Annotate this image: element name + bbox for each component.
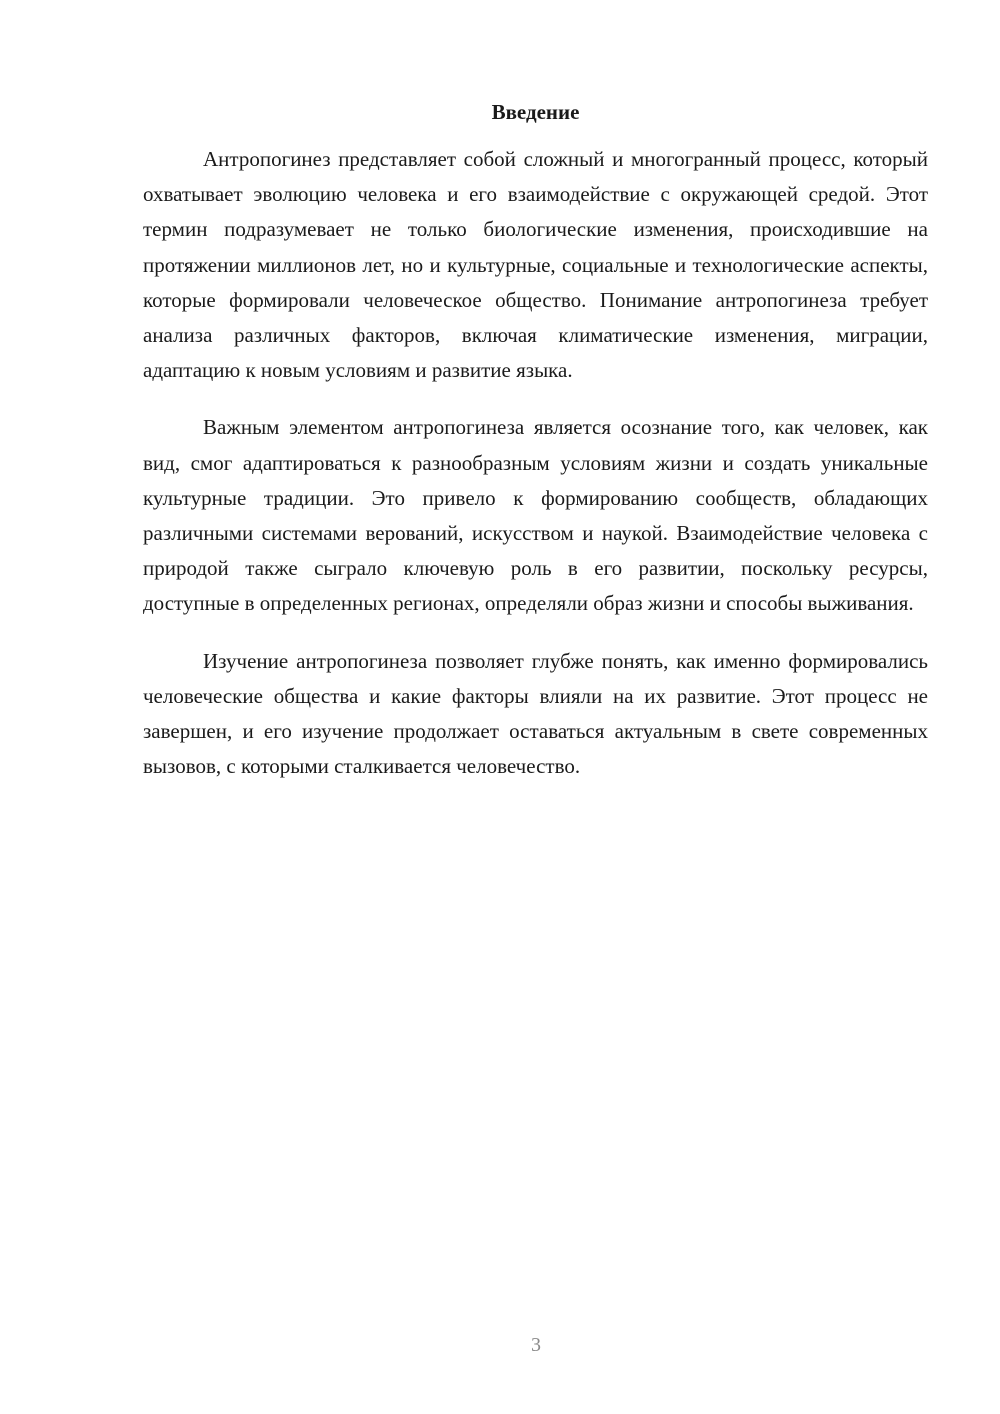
section-title: Введение [491, 100, 580, 124]
page-number: 3 [531, 1334, 541, 1356]
paragraph-2: Важным элементом антропогинеза является осознание того, как человек, как вид, смог адаптироваться к разнообразным условиям жизни и создать уникальные культурные традиции. Это привело к формированию сообществ, обладающих различными системами верований, искусством и наукой. Взаимодействие человека с природой также сыграло ключевую роль в его развитии, поскольку ресурсы, доступные в определенных регионах, определяли образ жизни и способы выживания. [143, 415, 928, 616]
body-text [143, 142, 928, 806]
paragraph-3: Изучение антропогинеза позволяет глубже понять, как именно формировались человеческие общества и какие факторы влияли на их развитие. Этот процесс не завершен, и его изучение продолжает оставаться актуальным в свете современных вызовов, с которыми сталкивается человечество. [143, 648, 928, 779]
paragraph-1: Антропогинез представляет собой сложный и многогранный процесс, который охватывает эволюцию человека и его взаимодействие с окружающей средой. Этот термин подразумевает не только биологические изменения, происходившие на протяжении миллионов лет, но и культурные, социальные и технологические аспекты, которые формировали человеческое общество. Понимание антропогинеза требует анализа различных факторов, включая климатические изменения, миграции, адаптацию к новым условиям и развитие языка. [143, 147, 928, 383]
